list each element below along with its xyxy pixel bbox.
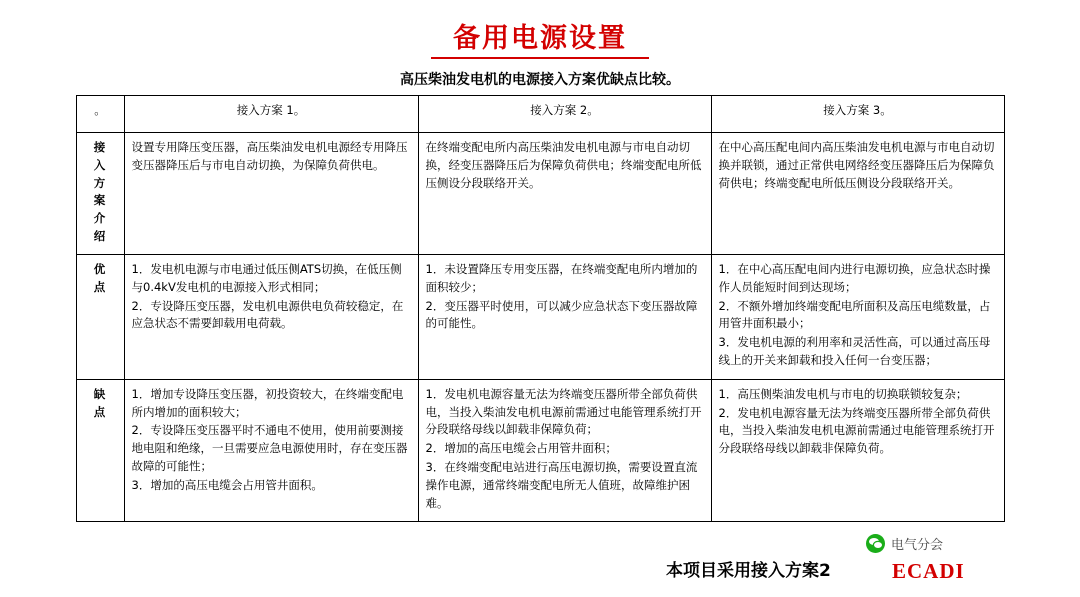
row-header-advantages xyxy=(76,254,124,379)
cell-paragraph: 1．发电机电源容量无法为终端变压器所带全部负荷供电，当投入柴油发电机电源前需通过电能管理系统打开分段联络母线以卸载非保障负荷； xyxy=(425,386,702,437)
row-header-char: 方 xyxy=(93,175,107,190)
cell-paragraph: 3．发电机电源的利用率和灵活性高，可以通过高压母线上的开关来卸载和投入任何一台变压器； xyxy=(718,335,991,367)
footnote-selected-plan: 本项目采用接入方案2 xyxy=(666,561,831,581)
cell-paragraph: 1．增加专设降压变压器，初投资较大，在终端变配电所内增加的面积较大； xyxy=(131,386,404,419)
cell-disadvantages-plan3 xyxy=(711,379,1004,522)
cell-paragraph: 1．在中心高压配电间内进行电源切换，应急状态时操作人员能短时间到达现场； xyxy=(718,261,991,294)
watermark-account-name: 电气分会 xyxy=(891,538,944,553)
row-header-char: 优 xyxy=(93,261,107,276)
cell-intro-plan3 xyxy=(711,133,1004,255)
cell-paragraph: 2．专设降压变压器，发电机电源供电负荷较稳定，在应急状态不需要卸载用电荷载。 xyxy=(131,298,404,331)
cell-paragraph: 3．增加的高压电缆会占用管井面积。 xyxy=(131,477,323,492)
cell-intro-plan1 xyxy=(124,133,418,255)
table-row xyxy=(76,379,1004,522)
watermark xyxy=(866,534,1066,584)
row-header-char: 接 xyxy=(93,140,107,154)
cell-paragraph: 2．专设降压变压器平时不通电不使用，使用前要测接地电阻和绝缘，一旦需要应急电源使用时，存在变压器故障的可能性； xyxy=(131,423,408,473)
cell-paragraph: 1．发电机电源与市电通过低压侧ATS切换，在低压侧与0.4kV发电机的电源接入形式相同； xyxy=(131,261,402,294)
table-row xyxy=(76,133,1004,255)
cell-paragraph: 2．发电机电源容量无法为终端变压器所带全部负荷供电，当投入柴油发电机电源前需通过电能管理系统打开分段联络母线以卸载非保障负荷。 xyxy=(718,405,995,456)
table-header-row xyxy=(76,96,1004,133)
row-header-char: 介 xyxy=(93,211,107,226)
comparison-table xyxy=(76,95,1005,522)
row-header-char: 点 xyxy=(93,279,107,294)
cell-paragraph: 2．不额外增加终端变配电所面积及高压电缆数量，占用管井面积最小； xyxy=(718,298,991,331)
column-header-1: 接入方案 1。 xyxy=(124,96,418,133)
cell-advantages-plan2 xyxy=(418,254,711,379)
cell-paragraph: 2．增加的高压电缆会占用管井面积； xyxy=(425,441,617,456)
row-header-char: 绍 xyxy=(93,229,107,244)
row-header-char: 入 xyxy=(93,157,107,172)
row-header-char: 缺 xyxy=(93,386,107,401)
cell-advantages-plan3 xyxy=(711,254,1004,379)
wechat-icon xyxy=(866,534,885,553)
row-header-char: 点 xyxy=(93,404,107,419)
row-header-disadvantages xyxy=(76,379,124,522)
cell-paragraph: 1．高压侧柴油发电机与市电的切换联锁较复杂； xyxy=(718,386,968,401)
cell-paragraph: 在中心高压配电间内高压柴油发电机电源与市电自动切换并联锁，通过正常供电网络经变压器降压后为保障负荷供电；终端变配电所低压侧设分段联络开关。 xyxy=(718,140,995,190)
page-title: 备用电源设置 xyxy=(453,23,627,54)
cell-paragraph: 2．变压器平时使用，可以减少应急状态下变压器故障的可能性。 xyxy=(425,298,698,331)
brand-logo-text: ECADI xyxy=(892,559,965,583)
cell-disadvantages-plan2 xyxy=(418,379,711,522)
table-caption: 高压柴油发电机的电源接入方案优缺点比较。 xyxy=(400,72,680,88)
left-margin xyxy=(0,0,6,597)
title-underline xyxy=(431,57,649,59)
watermark-account-row xyxy=(866,534,1066,553)
cell-disadvantages-plan1 xyxy=(124,379,418,522)
cell-paragraph: 在终端变配电所内高压柴油发电机电源与市电自动切换，经变压器降压后为保障负荷供电；终端变配电所低压侧设分段联络开关。 xyxy=(425,140,702,190)
row-header-char: 案 xyxy=(93,193,107,208)
column-header-3: 接入方案 3。 xyxy=(711,96,1004,133)
row-header-intro xyxy=(76,133,124,255)
table-corner-cell: 。 xyxy=(76,96,124,133)
cell-advantages-plan1 xyxy=(124,254,418,379)
table-row xyxy=(76,254,1004,379)
column-header-2: 接入方案 2。 xyxy=(418,96,711,133)
cell-paragraph: 1．未设置降压专用变压器，在终端变配电所内增加的面积较少； xyxy=(425,261,698,294)
cell-paragraph: 设置专用降压变压器，高压柴油发电机电源经专用降压变压器降压后与市电自动切换，为保障负荷供电。 xyxy=(131,140,408,172)
cell-intro-plan2 xyxy=(418,133,711,255)
cell-paragraph: 3．在终端变配电站进行高压电源切换，需要设置直流操作电源，通常终端变配电所无人值班，故障维护困难。 xyxy=(425,460,698,510)
